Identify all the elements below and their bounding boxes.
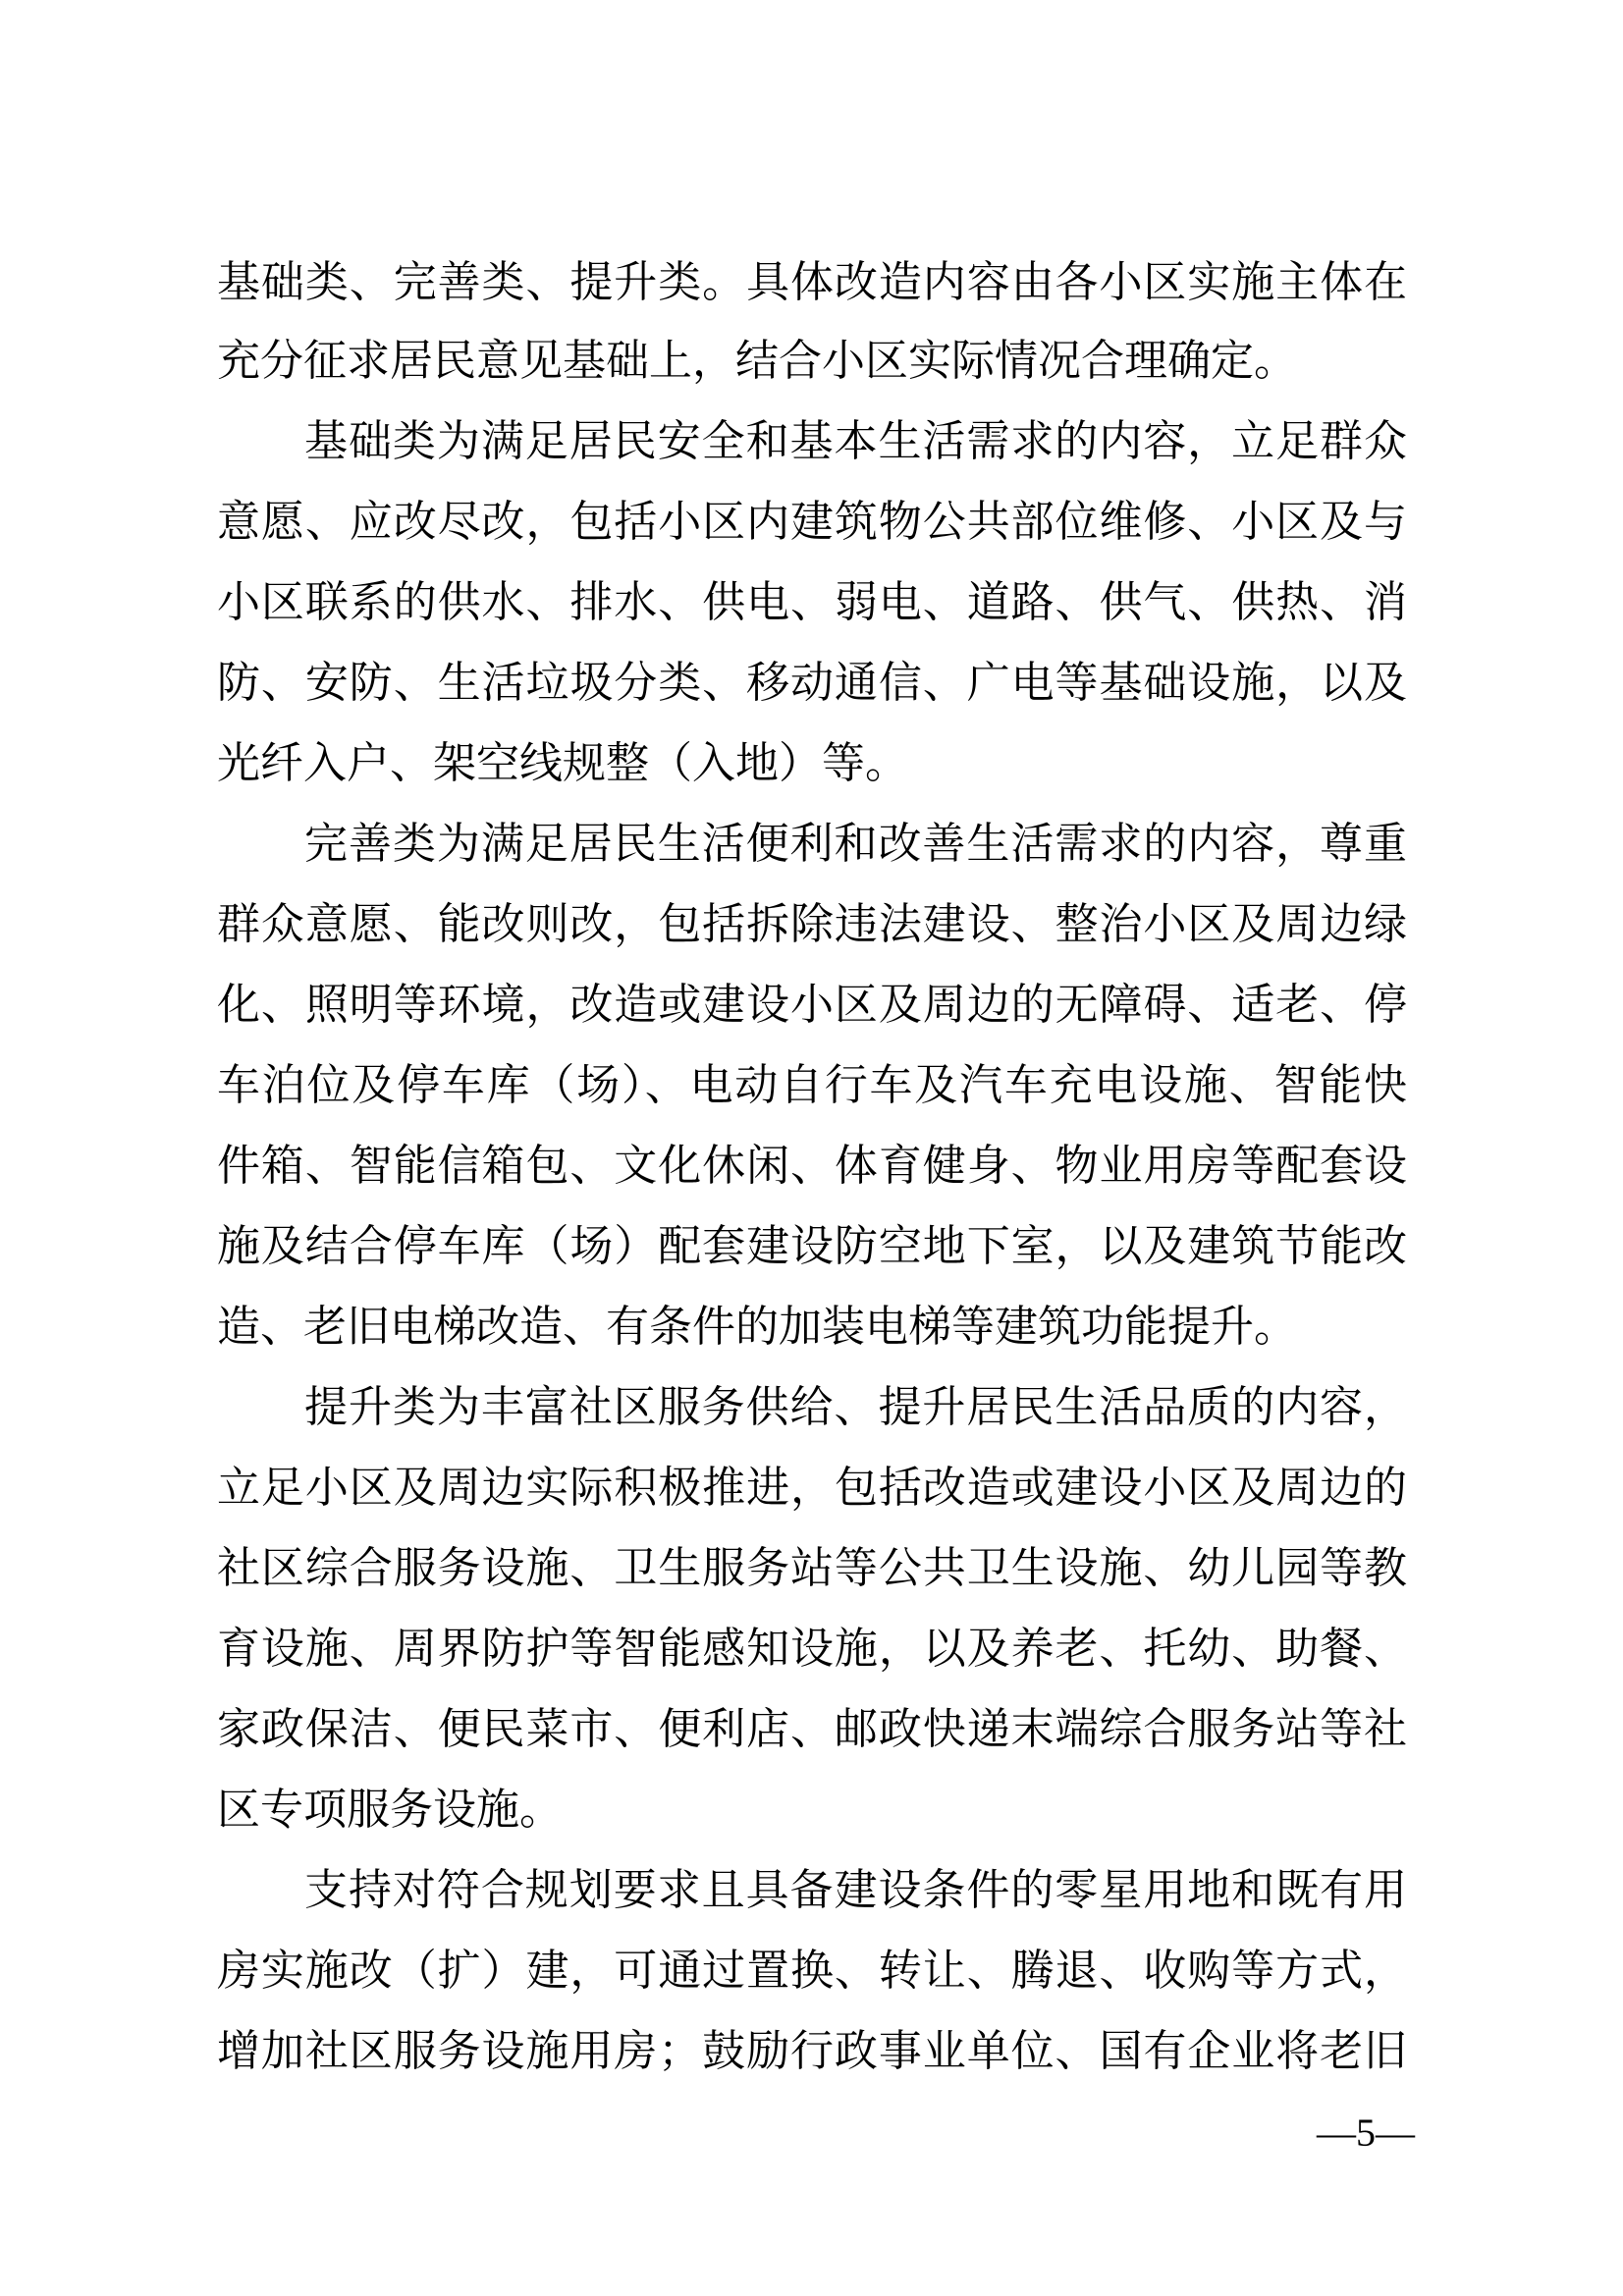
text-line: 社区综合服务设施、卫生服务站等公共卫生设施、幼儿园等教: [217, 1543, 1407, 1593]
text-line: 基础类、完善类、提升类。具体改造内容由各小区实施主体在: [217, 257, 1407, 307]
text-line: 区专项服务设施。: [217, 1785, 563, 1835]
text-line: 房实施改（扩）建，可通过置换、转让、腾退、收购等方式，: [217, 1946, 1407, 1996]
text-line: 车泊位及停车库（场）、电动自行车及汽车充电设施、智能快: [217, 1060, 1407, 1110]
text-line: 光纤入户、架空线规整（入地）等。: [217, 738, 908, 788]
text-line: 提升类为丰富社区服务供给、提升居民生活品质的内容，: [304, 1382, 1407, 1432]
text-line: 防、安防、生活垃圾分类、移动通信、广电等基础设施，以及: [217, 658, 1407, 708]
text-line: 增加社区服务设施用房；鼓励行政事业单位、国有企业将老旧: [217, 2026, 1407, 2076]
text-line: 支持对符合规划要求且具备建设条件的零星用地和既有用: [304, 1865, 1407, 1915]
text-line: 件箱、智能信箱包、文化休闲、体育健身、物业用房等配套设: [217, 1141, 1407, 1191]
text-line: 家政保洁、便民菜市、便利店、邮政快递末端综合服务站等社: [217, 1704, 1407, 1754]
text-line: 化、照明等环境，改造或建设小区及周边的无障碍、适老、停: [217, 980, 1407, 1030]
text-line: 完善类为满足居民生活便利和改善生活需求的内容，尊重: [304, 819, 1407, 869]
page-number: —5—: [1317, 2110, 1415, 2155]
text-line: 施及结合停车库（场）配套建设防空地下室，以及建筑节能改: [217, 1221, 1407, 1271]
text-line: 群众意愿、能改则改，包括拆除违法建设、整治小区及周边绿: [217, 899, 1407, 949]
text-line: 充分征求居民意见基础上，结合小区实际情况合理确定。: [217, 336, 1297, 386]
text-line: 立足小区及周边实际积极推进，包括改造或建设小区及周边的: [217, 1463, 1407, 1513]
text-line: 小区联系的供水、排水、供电、弱电、道路、供气、供热、消: [217, 577, 1407, 627]
text-line: 基础类为满足居民安全和基本生活需求的内容，立足群众: [304, 416, 1407, 466]
text-line: 造、老旧电梯改造、有条件的加装电梯等建筑功能提升。: [217, 1302, 1297, 1352]
text-line: 意愿、应改尽改，包括小区内建筑物公共部位维修、小区及与: [217, 497, 1407, 547]
text-line: 育设施、周界防护等智能感知设施，以及养老、托幼、助餐、: [217, 1624, 1407, 1674]
